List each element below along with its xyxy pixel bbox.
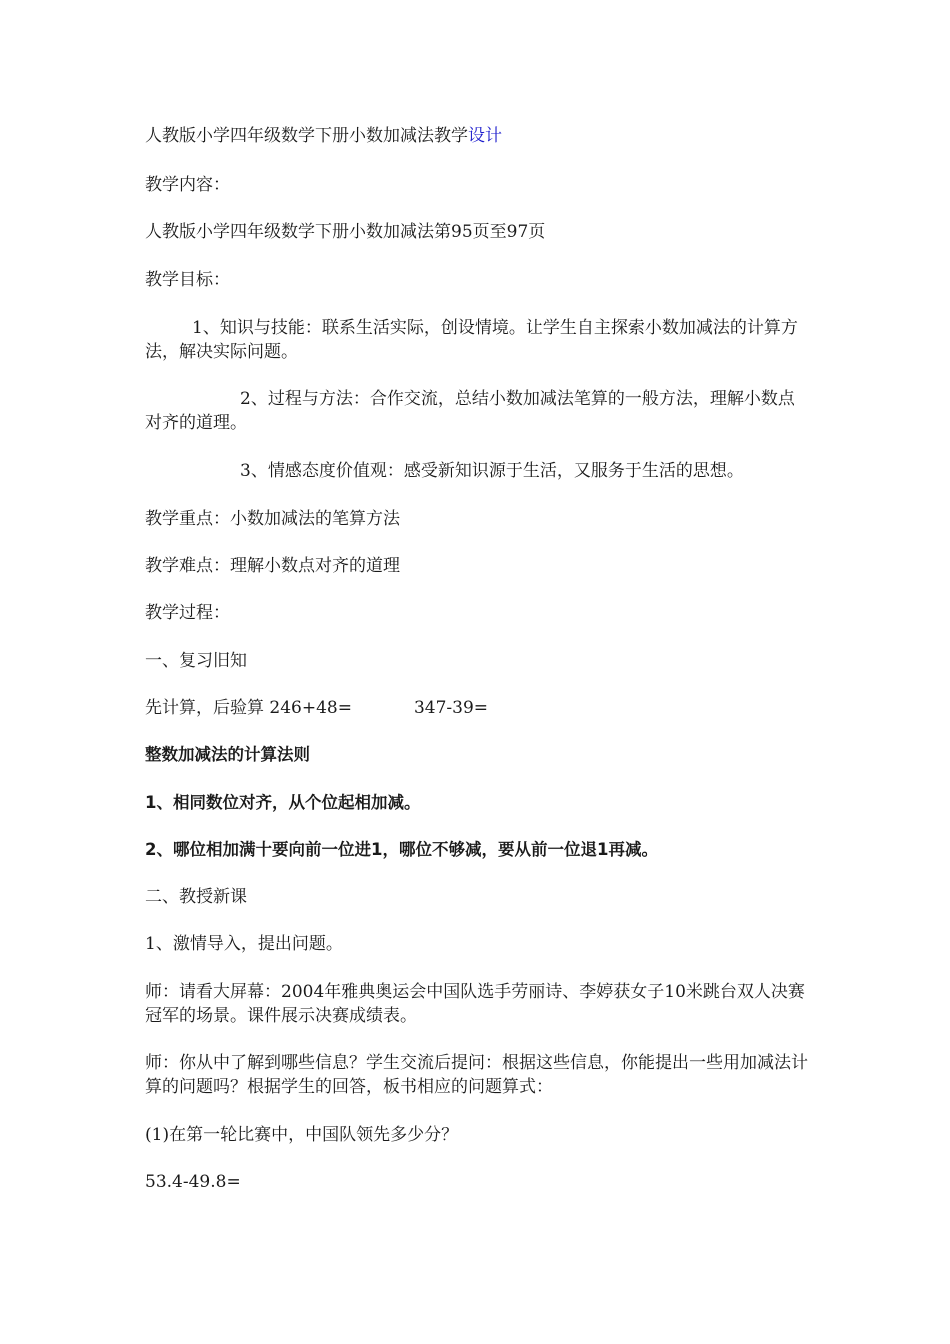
rule-title: 整数加减法的计算法则 <box>145 745 310 764</box>
teacher-paragraph-1: 师：请看大屏幕：2004年雅典奥运会中国队选手劳丽诗、李婷获女子10米跳台双人决赛冠军的场景。课件展示决赛成绩表。 <box>145 982 805 1026</box>
key-point: 教学重点：小数加减法的笔算方法 <box>145 509 400 529</box>
content-text: 人教版小学四年级数学下册小数加减法第95页至97页 <box>145 222 546 242</box>
title-text: 人教版小学四年级数学下册小数加减法教学 <box>145 126 468 146</box>
review-exercise <box>145 696 810 720</box>
section-heading-2: 二、教授新课 <box>145 887 247 907</box>
review-a: 先计算，后验算 246+48= <box>145 698 352 718</box>
difficulty: 教学难点：理解小数点对齐的道理 <box>145 556 400 576</box>
document-title <box>145 124 810 148</box>
question-1: (1)在第一轮比赛中，中国队领先多少分？ <box>145 1125 459 1145</box>
step-1: 1、激情导入，提出问题。 <box>145 934 343 954</box>
title-link[interactable]: 设计 <box>468 126 502 146</box>
teacher-paragraph-2: 师：你从中了解到哪些信息？学生交流后提问：根据这些信息，你能提出一些用加减法计算的问题吗？根据学生的回答，板书相应的问题算式： <box>145 1053 808 1097</box>
formula-1: 53.4-49.8= <box>145 1172 241 1192</box>
review-b: 347-39= <box>413 698 489 718</box>
goals-label: 教学目标： <box>145 270 230 290</box>
goal-2: 2、过程与方法：合作交流，总结小数加减法笔算的一般方法，理解小数点对齐的道理。 <box>145 389 795 433</box>
section-heading-1: 一、复习旧知 <box>145 651 247 671</box>
rule-2: 2、哪位相加满十要向前一位进1，哪位不够减，要从前一位退1再减。 <box>145 840 658 859</box>
rule-1: 1、相同数位对齐，从个位起相加减。 <box>145 793 421 812</box>
goal-3: 3、情感态度价值观：感受新知识源于生活，又服务于生活的思想。 <box>240 461 744 481</box>
process-label: 教学过程： <box>145 603 230 623</box>
content-label: 教学内容： <box>145 175 230 195</box>
goal-1: 1、知识与技能：联系生活实际，创设情境。让学生自主探索小数加减法的计算方法，解决实际问题。 <box>145 318 798 362</box>
